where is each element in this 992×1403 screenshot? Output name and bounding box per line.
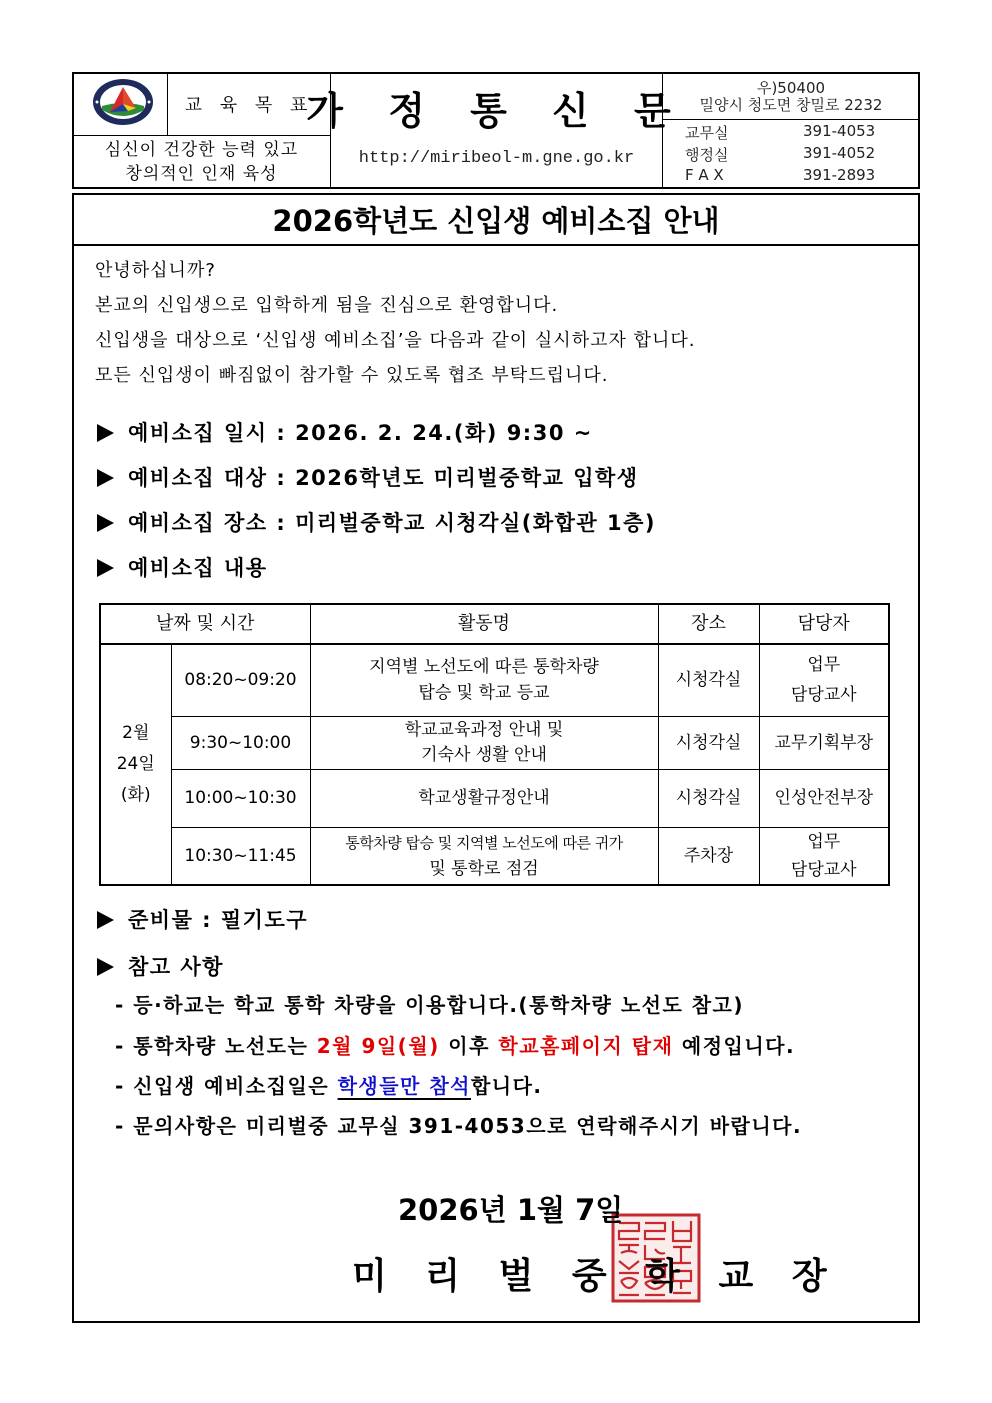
notice-title: 2026학년도 신입생 예비소집 안내 [272, 204, 720, 238]
street-address: 밀양시 청도면 창밀로 2232 [699, 96, 883, 114]
item-label: 예비소집 대상 [128, 466, 268, 490]
note-text: 합니다. [470, 1074, 543, 1098]
note-item [115, 1030, 795, 1059]
greeting-line: 본교의 신입생으로 입학하게 됨을 진심으로 환영합니다. [95, 295, 559, 316]
greeting-line: 신입생을 대상으로 ‘신입생 예비소집’을 다음과 같이 실시하고자 합니다. [95, 330, 696, 351]
place-cell: 시청각실 [658, 769, 759, 827]
contact-label: 교무실 [685, 124, 729, 142]
place-cell: 시청각실 [658, 644, 759, 716]
activity-cell [310, 644, 658, 716]
goal-line: 창의적인 인재 육성 [125, 164, 278, 184]
time-cell: 08:20~09:20 [171, 644, 310, 716]
activity-cell [310, 716, 658, 769]
item-value: 미리벌중학교 시청각실(화합관 1층) [295, 511, 656, 535]
greeting-paragraph [95, 253, 695, 393]
supplies-separator: : [193, 908, 221, 932]
note-highlight-students-only: 학생들만 참석 [337, 1074, 471, 1098]
supplies-item [97, 904, 308, 934]
info-item-content [97, 552, 268, 582]
date-month: 2월 [122, 722, 150, 743]
website-url[interactable]: http://miribeol-m.gne.go.kr [358, 148, 635, 168]
person-line: 업무 [807, 831, 841, 852]
activity-line: 통학차량 탑승 및 지역별 노선도에 따른 귀가 [345, 833, 623, 852]
note-highlight-homepage: 학교홈페이지 탑재 [498, 1034, 674, 1058]
activity-cell [310, 827, 658, 885]
contact-row [685, 166, 905, 186]
person-line: 담당교사 [790, 859, 857, 880]
person-line: 인성안전부장 [774, 788, 874, 808]
divider [662, 119, 919, 120]
triangle-bullet-icon [97, 424, 114, 442]
person-line: 업무 [807, 655, 841, 676]
person-cell [759, 769, 889, 827]
header-place: 장소 [658, 604, 759, 644]
newsletter-title: 가 정 통 신 문 [306, 89, 687, 133]
person-line: 담당교사 [790, 685, 857, 706]
triangle-bullet-icon [97, 514, 114, 532]
activity-line: 및 통학로 점검 [429, 858, 539, 879]
header-person: 담당자 [759, 604, 889, 644]
notes-heading [97, 951, 224, 981]
supplies-value: 필기도구 [220, 908, 309, 932]
schedule-table [99, 603, 890, 886]
person-line: 교무기획부장 [774, 732, 874, 753]
time-cell: 10:30~11:45 [171, 827, 310, 885]
item-label: 예비소집 장소 [128, 511, 268, 535]
school-emblem-icon [92, 78, 154, 126]
note-item [115, 1070, 543, 1099]
goal-label-text: 교 육 목 표 [184, 95, 314, 116]
contact-number: 391-2893 [803, 166, 876, 184]
person-cell [759, 716, 889, 769]
activity-line: 탑승 및 학교 등교 [418, 683, 550, 704]
date-weekday: (화) [120, 784, 151, 805]
item-separator: : [267, 421, 296, 445]
note-text: - 등·하교는 학교 통학 차량을 이용합니다.(통학차량 노선도 참고) [115, 993, 745, 1017]
table-row [100, 827, 889, 885]
education-goal-text [73, 136, 330, 188]
item-label: 예비소집 내용 [128, 556, 268, 580]
item-label: 예비소집 일시 [128, 421, 268, 445]
activity-line: 기숙사 생활 안내 [421, 744, 547, 765]
time-cell: 9:30~10:00 [171, 716, 310, 769]
supplies-label: 준비물 [128, 908, 194, 932]
person-cell [759, 644, 889, 716]
contact-number: 391-4053 [803, 122, 876, 140]
note-text: - 문의사항은 미리벌중 교무실 391-4053으로 연락해주시기 바랍니다. [115, 1114, 803, 1138]
school-website-link[interactable] [331, 145, 662, 171]
item-value: 2026. 2. 24.(화) 9:30 ~ [295, 421, 593, 445]
item-value: 2026학년도 미리벌중학교 입학생 [295, 466, 639, 490]
greeting-line: 모든 신입생이 빠짐없이 참가할 수 있도록 협조 부탁드립니다. [95, 365, 609, 386]
item-separator: : [267, 511, 296, 535]
table-header-row [100, 604, 889, 644]
activity-line: 학교생활규정안내 [418, 788, 550, 808]
contact-row [685, 122, 905, 142]
table-row [100, 716, 889, 769]
notice-title-row [74, 195, 918, 244]
activity-line: 지역별 노선도에 따른 통학차량 [369, 657, 599, 678]
triangle-bullet-icon [97, 469, 114, 487]
note-item [115, 1110, 802, 1139]
triangle-bullet-icon [97, 911, 114, 929]
header-datetime: 날짜 및 시간 [100, 604, 310, 644]
date-day: 24일 [116, 753, 155, 774]
table-row [100, 769, 889, 827]
info-item-location [97, 507, 656, 537]
note-text: - 통학차량 노선도는 [115, 1034, 317, 1058]
contact-label: F A X [685, 166, 724, 184]
contact-row [685, 144, 905, 164]
notes-label: 참고 사항 [128, 955, 224, 979]
item-separator: : [267, 466, 296, 490]
title-divider [72, 244, 920, 246]
info-item-target [97, 462, 639, 492]
newsletter-masthead [306, 80, 687, 142]
activity-line: 학교교육과정 안내 및 [404, 719, 564, 740]
note-text: 이후 [439, 1034, 499, 1058]
time-cell: 10:00~10:30 [171, 769, 310, 827]
greeting-line: 안녕하십니까? [95, 260, 216, 281]
table-row [100, 644, 889, 716]
person-cell [759, 827, 889, 885]
postal-code: 우)50400 [756, 79, 826, 97]
issue-date: 2026년 1월 7일 [398, 1193, 624, 1227]
triangle-bullet-icon [97, 559, 114, 577]
note-text: 예정입니다. [673, 1034, 796, 1058]
goal-line: 심신이 건강한 능력 있고 [104, 140, 299, 160]
note-highlight-date: 2월 9일(월) [316, 1034, 440, 1058]
place-cell: 시청각실 [658, 716, 759, 769]
header-activity: 활동명 [310, 604, 658, 644]
date-cell [100, 644, 171, 885]
signer-name: 미 리 벌 중 학 교 장 [352, 1256, 840, 1297]
activity-cell [310, 769, 658, 827]
contact-number: 391-4052 [803, 144, 876, 162]
place-cell: 주차장 [658, 827, 759, 885]
info-item-datetime [97, 417, 593, 447]
triangle-bullet-icon [97, 958, 114, 976]
note-item [115, 989, 744, 1018]
note-text: - 신입생 예비소집일은 [115, 1074, 338, 1098]
school-address [663, 78, 919, 116]
contact-label: 행정실 [685, 146, 729, 164]
